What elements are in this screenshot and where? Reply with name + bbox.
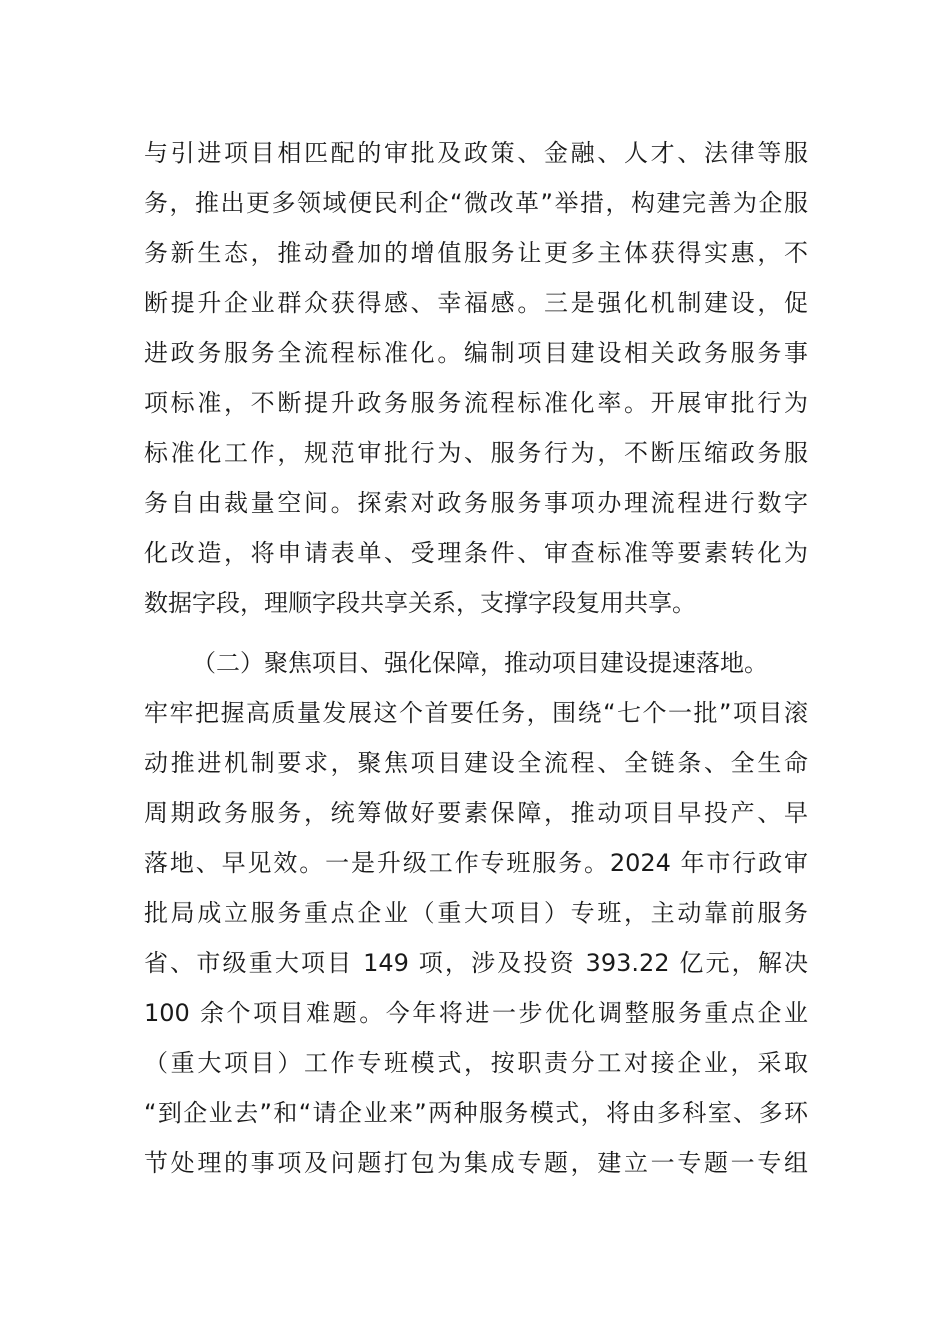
text-line: 务自由裁量空间。探索对政务服务事项办理流程进行数字 <box>144 489 808 517</box>
paragraph-gap <box>144 628 808 638</box>
text-line: 进政务服务全流程标准化。编制项目建设相关政务服务事 <box>144 339 808 367</box>
text-line: 与引进项目相匹配的审批及政策、金融、人才、法律等服 <box>144 139 808 167</box>
text-line: 周期政务服务，统筹做好要素保障，推动项目早投产、早 <box>144 799 808 827</box>
text-line: 标准化工作，规范审批行为、服务行为，不断压缩政务服 <box>144 439 808 467</box>
text-line: 100 余个项目难题。今年将进一步优化调整服务重点企业 <box>144 999 808 1027</box>
text-line: 项标准，不断提升政务服务流程标准化率。开展审批行为 <box>144 389 808 417</box>
text-line: 断提升企业群众获得感、幸福感。三是强化机制建设，促 <box>144 289 808 317</box>
section-heading-line: （二）聚焦项目、强化保障，推动项目建设提速落地。 <box>192 649 768 677</box>
text-line: “到企业去”和“请企业来”两种服务模式，将由多科室、多环 <box>144 1099 808 1127</box>
text-line: 节处理的事项及问题打包为集成专题，建立一专题一专组 <box>144 1149 808 1177</box>
text-line: 化改造，将申请表单、受理条件、审查标准等要素转化为 <box>144 539 808 567</box>
text-line: 数据字段，理顺字段共享关系，支撑字段复用共享。 <box>144 589 696 617</box>
text-line: 省、市级重大项目 149 项，涉及投资 393.22 亿元，解决 <box>144 949 808 977</box>
paragraph-2 <box>144 638 808 1188</box>
text-line: （重大项目）工作专班模式，按职责分工对接企业，采取 <box>144 1049 808 1077</box>
text-line: 批局成立服务重点企业（重大项目）专班，主动靠前服务 <box>144 899 808 927</box>
text-line: 动推进机制要求，聚焦项目建设全流程、全链条、全生命 <box>144 749 808 777</box>
text-line: 务新生态，推动叠加的增值服务让更多主体获得实惠，不 <box>144 239 808 267</box>
document-body <box>144 128 808 1188</box>
text-line: 牢牢把握高质量发展这个首要任务，围绕“七个一批”项目滚 <box>144 699 808 727</box>
text-line: 务，推出更多领域便民利企“微改革”举措，构建完善为企服 <box>144 189 808 217</box>
text-line: 落地、早见效。一是升级工作专班服务。2024 年市行政审 <box>144 849 808 877</box>
paragraph-1 <box>144 128 808 628</box>
